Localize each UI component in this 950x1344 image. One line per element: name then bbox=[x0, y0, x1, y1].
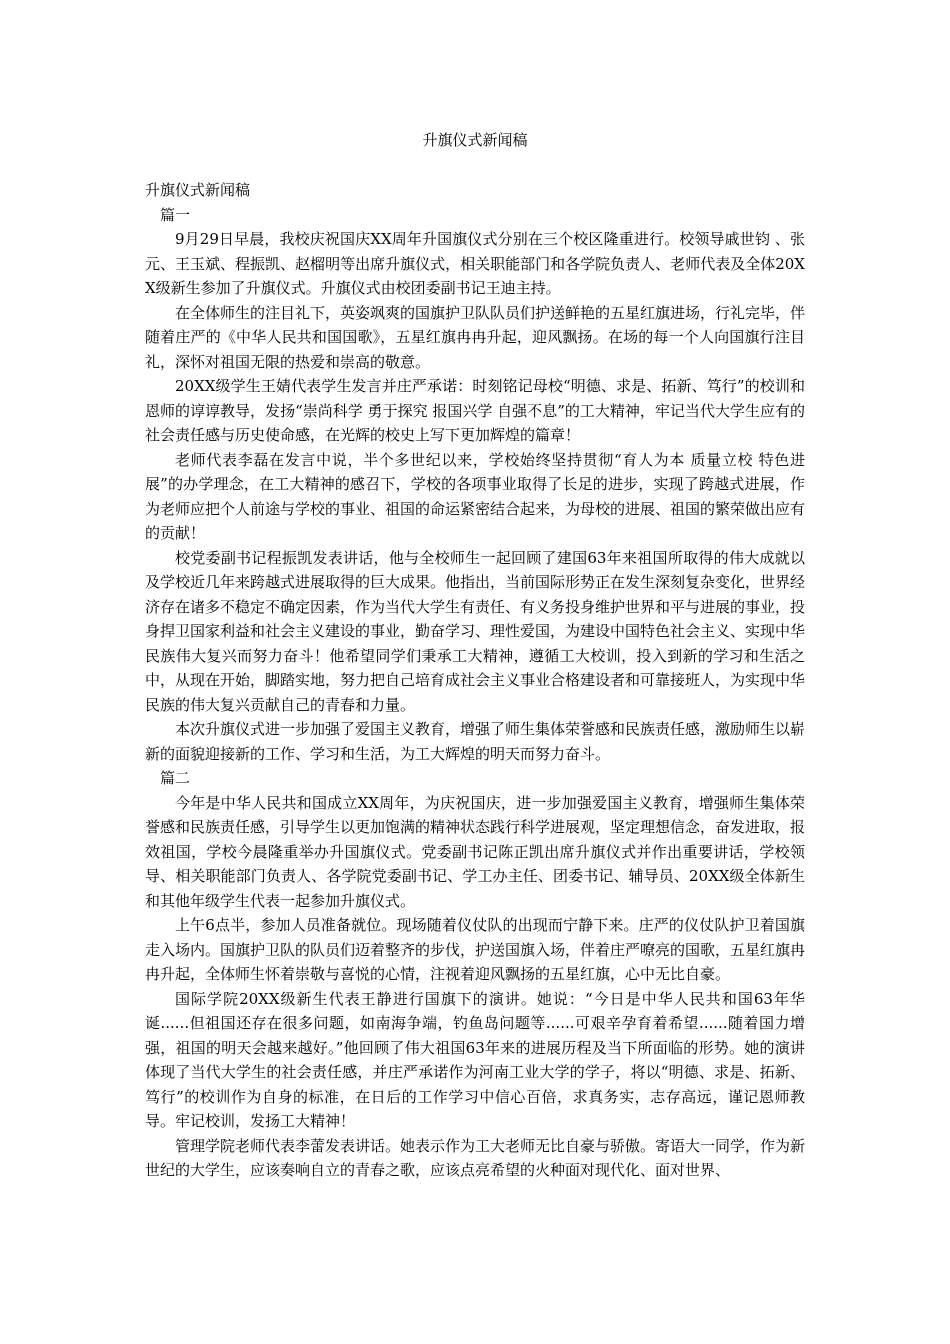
paragraph: 老师代表李磊在发言中说，半个多世纪以来，学校始终坚持贯彻“育人为本 质量立校 特色进展”的办学理念，在工大精神的感召下，学校的各项事业取得了长足的进步，实现了跨越式进展，作为老师应把个人前途与学校的事业、祖国的命运紧密结合起来，为母校的进展、祖国的繁荣做出应有的贡献！ bbox=[145, 450, 806, 542]
section-label-1: 篇一 bbox=[160, 205, 191, 224]
paragraph: 上午6点半，参加人员准备就位。现场随着仪仗队的出现而宁静下来。庄严的仪仗队护卫着国旗走入场内。国旗护卫队的队员们迈着整齐的步伐，护送国旗入场，伴着庄严嘹亮的国歌，五星红旗冉冉升起，全体师生怀着崇敬与喜悦的心情，注视着迎风飘扬的五星红旗，心中无比自豪。 bbox=[145, 916, 806, 983]
paragraph: 管理学院老师代表李蕾发表讲话。她表示作为工大老师无比自豪与骄傲。寄语大一同学，作为新世纪的大学生，应该奏响自立的青春之歌，应该点亮希望的火种面对现代化、面对世界、 bbox=[145, 1136, 806, 1179]
paragraph: 在全体师生的注目礼下，英姿飒爽的国旗护卫队队员们护送鲜艳的五星红旗进场，行礼完毕，伴随着庄严的《中华人民共和国国歌》，五星红旗冉冉升起，迎风飘扬。在场的每一个人向国旗行注目礼，深怀对祖国无限的热爱和崇高的敬意。 bbox=[145, 303, 806, 371]
section-label-2: 篇二 bbox=[160, 769, 191, 787]
paragraph: 20XX级学生王婧代表学生发言并庄严承诺：时刻铭记母校“明德、求是、拓新、笃行”的校训和恩师的谆谆教导，发扬“崇尚科学 勇于探究 报国兴学 自强不息”的工大精神，牢记当代大学生应有的社会责任感与历史使命感，在光辉的校史上写下更加辉煌的篇章！ bbox=[145, 377, 805, 444]
document-body bbox=[145, 178, 805, 1183]
document-page bbox=[145, 0, 805, 1183]
paragraph: 本次升旗仪式进一步加强了爱国主义教育，增强了师生集体荣誉感和民族责任感，激励师生以崭新的面貌迎接新的工作、学习和生活，为工大辉煌的明天而努力奋斗。 bbox=[145, 720, 806, 763]
paragraph: 今年是中华人民共和国成立XX周年，为庆祝国庆，进一步加强爱国主义教育，增强师生集体荣誉感和民族责任感，引导学生以更加饱满的精神状态践行科学进展观，坚定理想信念，奋发进取，报效祖国，学校今晨隆重举办升国旗仪式。党委副书记陈正凯出席升旗仪式并作出重要讲话，学校领导、相关职能部门负责人、各学院党委副书记、学工办主任、团委书记、辅导员、20XX级全体新生和其他年级学生代表一起参加升旗仪式。 bbox=[145, 793, 806, 910]
document-title: 升旗仪式新闻稿 bbox=[422, 131, 528, 149]
document-heading: 升旗仪式新闻稿 bbox=[145, 181, 251, 199]
paragraph: 国际学院20XX级新生代表王静进行国旗下的演讲。她说：“今日是中华人民共和国63年华诞......但祖国还存在很多问题，如南海争端，钓鱼岛问题等......可艰辛孕育着希望......随着国力增强，祖国的明天会越来越好。”他回顾了伟大祖国63年来的进展历程及当下所面临的形势。她的演讲体现了当代大学生的社会责任感，并庄严承诺作为河南工业大学的学子，将以“明德、求是、拓新、笃行”的校训作为自身的标准，在日后的工作学习中信心百倍，求真务实，志存高远，谨记恩师教导。牢记校训，发扬工大精神！ bbox=[145, 989, 805, 1130]
paragraph: 9月29日早晨，我校庆祝国庆XX周年升国旗仪式分别在三个校区隆重进行。校领导戚世钧 、张元、王玉斌、程振凯、赵榴明等出席升旗仪式，相关职能部门和各学院负责人、老师代表及全体20XX级新生参加了升旗仪式。升旗仪式由校团委副书记王迪主持。 bbox=[145, 230, 805, 297]
paragraph: 校党委副书记程振凯发表讲话，他与全校师生一起回顾了建国63年来祖国所取得的伟大成就以及学校近几年来跨越式进展取得的巨大成果。他指出，当前国际形势正在发生深刻复杂变化，世界经济存在诸多不稳定不确定因素，作为当代大学生有责任、有义务投身维护世界和平与进展的事业，投身捍卫国家利益和社会主义建设的事业，勤奋学习、理性爱国，为建设中国特色社会主义、实现中华民族伟大复兴而努力奋斗！他希望同学们秉承工大精神，遵循工大校训，投入到新的学习和生活之中，从现在开始，脚踏实地，努力把自己培育成社会主义事业合格建设者和可靠接班人，为实现中华民族的伟大复兴贡献自己的青春和力量。 bbox=[145, 548, 806, 714]
